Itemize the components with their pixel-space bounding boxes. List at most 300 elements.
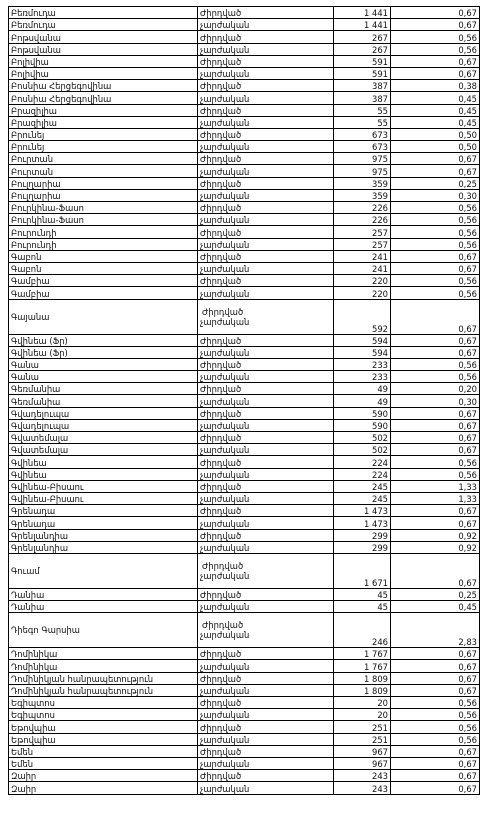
country-cell: Գվադելուպա (9, 407, 198, 419)
code-cell: 243 (334, 770, 391, 782)
code-cell: 241 (334, 262, 391, 274)
rate-cell: 0,67 (391, 346, 480, 358)
code-cell: 1 767 (334, 660, 391, 672)
type-cell: Ժիրդված (198, 697, 334, 709)
country-cell: Գրենլանդիա (9, 541, 198, 553)
code-cell: 502 (334, 444, 391, 456)
code-cell: 224 (334, 468, 391, 480)
rate-cell: 0,25 (391, 177, 480, 189)
type-cell: Ժիրդված (198, 432, 334, 444)
rate-cell: 0,67 (391, 757, 480, 769)
rate-cell: 0,56 (391, 226, 480, 238)
code-cell: 590 (334, 407, 391, 419)
code-cell: 387 (334, 92, 391, 104)
code-cell: 359 (334, 177, 391, 189)
rate-cell: 0,50 (391, 128, 480, 140)
table-row (9, 31, 480, 43)
country-cell: Գաբոն (9, 262, 198, 274)
type-cell: Ժիրդված (198, 721, 334, 733)
table-row (9, 346, 480, 358)
rate-cell: 0,67 (391, 672, 480, 684)
rate-cell: 0,56 (391, 697, 480, 709)
table-row (9, 202, 480, 214)
type-cell: չարժական (198, 189, 334, 201)
rate-cell: 0,67 (391, 444, 480, 456)
type-cell: չարժական (198, 660, 334, 672)
table-row (9, 588, 480, 600)
table-row (9, 733, 480, 745)
type-line: չարժական (200, 570, 250, 581)
type-cell: չարժական (198, 709, 334, 721)
code-cell: 45 (334, 588, 391, 600)
code-cell: 243 (334, 782, 391, 794)
type-cell (198, 299, 334, 334)
type-line: Ժիրդված (202, 560, 244, 571)
table-row (9, 468, 480, 480)
country-cell: Գամբիա (9, 275, 198, 287)
code-cell: 55 (334, 116, 391, 128)
country-cell: Դոմինիկա (9, 648, 198, 660)
type-cell: Ժիրդված (198, 456, 334, 468)
code-cell: 1 441 (334, 19, 391, 31)
table-row (9, 709, 480, 721)
type-cell (198, 613, 334, 648)
country-cell: Գվինեա (9, 468, 198, 480)
country-cell: Գվինեա (Ֆր) (9, 346, 198, 358)
rate-cell: 1,33 (391, 492, 480, 504)
rate-cell: 0,67 (391, 770, 480, 782)
country-cell: Բուրունդի (9, 226, 198, 238)
table-row (9, 358, 480, 370)
rate-cell: 0,67 (391, 648, 480, 660)
code-cell: 591 (334, 67, 391, 79)
code-cell: 591 (334, 55, 391, 67)
rate-cell: 0,67 (391, 553, 480, 588)
code-cell: 1 671 (334, 553, 391, 588)
table-row (9, 757, 480, 769)
country-cell: Բուլղարիա (9, 189, 198, 201)
rate-cell: 0,56 (391, 214, 480, 226)
rate-cell: 0,56 (391, 371, 480, 383)
table-row (9, 19, 480, 31)
type-line: չարժական (200, 630, 250, 641)
rate-cell: 0,92 (391, 541, 480, 553)
type-cell: Ժիրդված (198, 104, 334, 116)
country-cell: Գվինեա (Ֆր) (9, 334, 198, 346)
type-cell: Ժիրդված (198, 275, 334, 287)
code-cell: 359 (334, 189, 391, 201)
table-row (9, 250, 480, 262)
rate-cell: 0,50 (391, 141, 480, 153)
rate-cell: 0,92 (391, 529, 480, 541)
country-cell: Դոմինիկա (9, 660, 198, 672)
country-cell: Բոսնիա Հերցեգովինա (9, 80, 198, 92)
country-cell: Գվատեմալա (9, 432, 198, 444)
code-cell: 20 (334, 709, 391, 721)
type-cell: չարժական (198, 371, 334, 383)
rate-cell: 0,56 (391, 43, 480, 55)
table-row (9, 672, 480, 684)
table-row (9, 334, 480, 346)
table-row (9, 116, 480, 128)
table-row (9, 480, 480, 492)
type-cell: չարժական (198, 782, 334, 794)
code-cell: 233 (334, 358, 391, 370)
country-cell: Դանիա (9, 601, 198, 613)
code-cell: 224 (334, 456, 391, 468)
code-cell: 267 (334, 31, 391, 43)
table-row (9, 601, 480, 613)
tariff-table-body (9, 7, 480, 795)
rate-cell: 0,56 (391, 202, 480, 214)
table-row (9, 214, 480, 226)
code-cell: 246 (334, 613, 391, 648)
type-cell: չարժական (198, 517, 334, 529)
country-cell: Գրենադա (9, 517, 198, 529)
code-cell: 251 (334, 733, 391, 745)
code-cell: 967 (334, 757, 391, 769)
country-cell: Գեռմանիա (9, 383, 198, 395)
type-cell: չարժական (198, 238, 334, 250)
table-row (9, 177, 480, 189)
country-cell: Բուրտան (9, 165, 198, 177)
rate-cell: 0,67 (391, 7, 480, 19)
table-row (9, 275, 480, 287)
table-row (9, 492, 480, 504)
country-cell: Բրունեյ (9, 128, 198, 140)
code-cell: 220 (334, 287, 391, 299)
code-cell: 245 (334, 480, 391, 492)
table-row (9, 141, 480, 153)
rate-cell: 0,67 (391, 153, 480, 165)
type-cell: չարժական (198, 468, 334, 480)
rate-cell: 0,67 (391, 505, 480, 517)
country-cell: Եմեն (9, 757, 198, 769)
table-row (9, 770, 480, 782)
country-cell: Բրունեյ (9, 141, 198, 153)
code-cell: 1 473 (334, 505, 391, 517)
type-cell: չարժական (198, 67, 334, 79)
table-row (9, 383, 480, 395)
table-row (9, 7, 480, 19)
type-cell: չարժական (198, 601, 334, 613)
type-cell: Ժիրդված (198, 529, 334, 541)
code-cell: 257 (334, 238, 391, 250)
code-cell: 257 (334, 226, 391, 238)
table-row (9, 189, 480, 201)
type-cell: Ժիրդված (198, 177, 334, 189)
country-cell: Գուամ (9, 553, 198, 588)
code-cell: 673 (334, 141, 391, 153)
country-cell: Բոսնիա Հերցեգովինա (9, 92, 198, 104)
rate-cell: 0,67 (391, 250, 480, 262)
rate-cell: 0,67 (391, 407, 480, 419)
country-cell: Գվինեա-Բիսաու (9, 480, 198, 492)
rate-cell: 0,67 (391, 419, 480, 431)
rate-cell: 0,45 (391, 601, 480, 613)
code-cell: 975 (334, 165, 391, 177)
rate-cell: 0,67 (391, 55, 480, 67)
table-row (9, 67, 480, 79)
country-cell: Գամբիա (9, 287, 198, 299)
code-cell: 1 441 (334, 7, 391, 19)
country-cell: Եգիպտոս (9, 709, 198, 721)
table-row (9, 407, 480, 419)
table-row (9, 165, 480, 177)
type-cell: չարժական (198, 214, 334, 226)
table-row (9, 660, 480, 672)
rate-cell: 0,67 (391, 782, 480, 794)
country-cell: Բուրկինա-Ֆասո (9, 214, 198, 226)
type-cell: Ժիրդված (198, 505, 334, 517)
table-row (9, 456, 480, 468)
rate-cell: 0,56 (391, 31, 480, 43)
country-cell: Բուրունդի (9, 238, 198, 250)
code-cell: 226 (334, 214, 391, 226)
type-cell: Ժիրդված (198, 407, 334, 419)
type-cell: Ժիրդված (198, 128, 334, 140)
country-cell: Եթովպիա (9, 721, 198, 733)
table-row (9, 745, 480, 757)
table-row (9, 80, 480, 92)
code-cell: 245 (334, 492, 391, 504)
type-cell: Ժիրդված (198, 226, 334, 238)
country-cell: Եմեն (9, 745, 198, 757)
rate-cell: 0,56 (391, 721, 480, 733)
type-cell: չարժական (198, 346, 334, 358)
type-line: Ժիրդված (202, 306, 244, 317)
table-row (9, 517, 480, 529)
code-cell: 592 (334, 299, 391, 334)
type-cell: չարժական (198, 733, 334, 745)
rate-cell: 1,33 (391, 480, 480, 492)
country-cell: Բոթսվանա (9, 31, 198, 43)
rate-cell: 0,67 (391, 299, 480, 334)
type-cell: Ժիրդված (198, 153, 334, 165)
code-cell: 1 767 (334, 648, 391, 660)
country-cell: Դիեգո Գարսիա (9, 613, 198, 648)
table-row (9, 395, 480, 407)
code-cell: 49 (334, 395, 391, 407)
rate-cell: 0,67 (391, 67, 480, 79)
country-cell: Բեռմուդա (9, 7, 198, 19)
country-cell: Բրազիլիա (9, 104, 198, 116)
country-cell: Գանա (9, 371, 198, 383)
country-cell: Բուրկինա-Ֆասո (9, 202, 198, 214)
country-cell: Դոմինիկյան հանրապետություն (9, 684, 198, 696)
table-row (9, 529, 480, 541)
country-cell: Դոմինիկյան հանրապետություն (9, 672, 198, 684)
country-cell: Զաիր (9, 782, 198, 794)
code-cell: 1 809 (334, 672, 391, 684)
country-cell: Գեռմանիա (9, 395, 198, 407)
type-cell: Ժիրդված (198, 745, 334, 757)
table-row (9, 104, 480, 116)
country-cell: Բուլղարիա (9, 177, 198, 189)
type-cell: չարժական (198, 492, 334, 504)
type-cell: չարժական (198, 43, 334, 55)
table-row (9, 721, 480, 733)
rate-cell: 0,67 (391, 684, 480, 696)
table-row (9, 226, 480, 238)
table-row (9, 55, 480, 67)
type-cell: Ժիրդված (198, 31, 334, 43)
rate-cell: 0,56 (391, 456, 480, 468)
country-cell: Գաբոն (9, 250, 198, 262)
table-row (9, 287, 480, 299)
type-cell: չարժական (198, 262, 334, 274)
rate-cell: 0,45 (391, 92, 480, 104)
rate-cell: 0,56 (391, 709, 480, 721)
code-cell: 1 809 (334, 684, 391, 696)
type-cell: Ժիրդված (198, 250, 334, 262)
code-cell: 267 (334, 43, 391, 55)
table-row (9, 153, 480, 165)
rate-cell: 0,56 (391, 468, 480, 480)
type-cell: Ժիրդված (198, 480, 334, 492)
table-row (9, 43, 480, 55)
table-row (9, 782, 480, 794)
rate-cell: 0,45 (391, 104, 480, 116)
rate-cell: 0,67 (391, 660, 480, 672)
type-line: Ժիրդված (202, 620, 244, 631)
country-cell: Գվինեա-Բիսաու (9, 492, 198, 504)
country-cell: Գվատեմալա (9, 444, 198, 456)
code-cell: 673 (334, 128, 391, 140)
type-cell: չարժական (198, 141, 334, 153)
type-cell: չարժական (198, 541, 334, 553)
type-cell: Ժիրդված (198, 588, 334, 600)
country-cell: Բոթսվանա (9, 43, 198, 55)
country-cell: Բեռմուդա (9, 19, 198, 31)
type-cell: Ժիրդված (198, 7, 334, 19)
country-cell: Բոլիվիա (9, 67, 198, 79)
code-cell: 233 (334, 371, 391, 383)
rate-cell: 2,83 (391, 613, 480, 648)
code-cell: 967 (334, 745, 391, 757)
rate-cell: 0,56 (391, 238, 480, 250)
country-cell: Բրազիլիա (9, 116, 198, 128)
type-cell: Ժիրդված (198, 358, 334, 370)
type-cell: Ժիրդված (198, 770, 334, 782)
rate-cell: 0,67 (391, 165, 480, 177)
type-cell: Ժիրդված (198, 672, 334, 684)
type-cell: Ժիրդված (198, 202, 334, 214)
type-cell: Ժիրդված (198, 648, 334, 660)
rate-cell: 0,56 (391, 275, 480, 287)
table-row (9, 128, 480, 140)
code-cell: 502 (334, 432, 391, 444)
code-cell: 45 (334, 601, 391, 613)
table-row (9, 262, 480, 274)
code-cell: 49 (334, 383, 391, 395)
rate-cell: 0,30 (391, 395, 480, 407)
type-cell: չարժական (198, 287, 334, 299)
country-cell: Բուրտան (9, 153, 198, 165)
type-cell: Ժիրդված (198, 80, 334, 92)
type-cell: չարժական (198, 19, 334, 31)
type-cell: չարժական (198, 419, 334, 431)
table-row (9, 553, 480, 588)
rate-cell: 0,25 (391, 588, 480, 600)
type-cell: չարժական (198, 92, 334, 104)
code-cell: 299 (334, 541, 391, 553)
country-cell: Դանիա (9, 588, 198, 600)
country-cell: Գանա (9, 358, 198, 370)
table-row (9, 444, 480, 456)
type-cell: չարժական (198, 165, 334, 177)
type-cell (198, 553, 334, 588)
table-row (9, 299, 480, 334)
rate-cell: 0,56 (391, 733, 480, 745)
code-cell: 594 (334, 346, 391, 358)
code-cell: 299 (334, 529, 391, 541)
type-cell: չարժական (198, 116, 334, 128)
code-cell: 1 473 (334, 517, 391, 529)
type-cell: Ժիրդված (198, 383, 334, 395)
country-cell: Գայանա (9, 299, 198, 334)
code-cell: 226 (334, 202, 391, 214)
code-cell: 251 (334, 721, 391, 733)
table-row (9, 238, 480, 250)
country-cell: Բոլիվիա (9, 55, 198, 67)
table-row (9, 505, 480, 517)
rate-cell: 0,67 (391, 262, 480, 274)
table-row (9, 697, 480, 709)
table-row (9, 92, 480, 104)
type-cell: Ժիրդված (198, 55, 334, 67)
code-cell: 594 (334, 334, 391, 346)
code-cell: 220 (334, 275, 391, 287)
table-row (9, 648, 480, 660)
country-cell: Զաիր (9, 770, 198, 782)
code-cell: 20 (334, 697, 391, 709)
country-cell: Գրենլանդիա (9, 529, 198, 541)
rate-cell: 0,67 (391, 517, 480, 529)
rate-cell: 0,45 (391, 116, 480, 128)
country-cell: Գվինեա (9, 456, 198, 468)
table-row (9, 684, 480, 696)
table-row (9, 419, 480, 431)
country-cell: Եթովպիա (9, 733, 198, 745)
code-cell: 590 (334, 419, 391, 431)
code-cell: 241 (334, 250, 391, 262)
type-cell: չարժական (198, 757, 334, 769)
table-row (9, 613, 480, 648)
country-cell: Գվադելուպա (9, 419, 198, 431)
type-cell: չարժական (198, 395, 334, 407)
type-cell: չարժական (198, 444, 334, 456)
table-row (9, 541, 480, 553)
rate-cell: 0,56 (391, 358, 480, 370)
country-cell: Գրենադա (9, 505, 198, 517)
rate-cell: 0,30 (391, 189, 480, 201)
rate-cell: 0,67 (391, 432, 480, 444)
code-cell: 55 (334, 104, 391, 116)
country-cell: Եգիպտոս (9, 697, 198, 709)
type-line: չարժական (200, 316, 250, 327)
table-row (9, 371, 480, 383)
rate-cell: 0,67 (391, 19, 480, 31)
rate-cell: 0,56 (391, 287, 480, 299)
rate-cell: 0,38 (391, 80, 480, 92)
rate-cell: 0,67 (391, 334, 480, 346)
code-cell: 387 (334, 80, 391, 92)
code-cell: 975 (334, 153, 391, 165)
rate-cell: 0,20 (391, 383, 480, 395)
tariff-table (8, 6, 480, 795)
rate-cell: 0,67 (391, 745, 480, 757)
